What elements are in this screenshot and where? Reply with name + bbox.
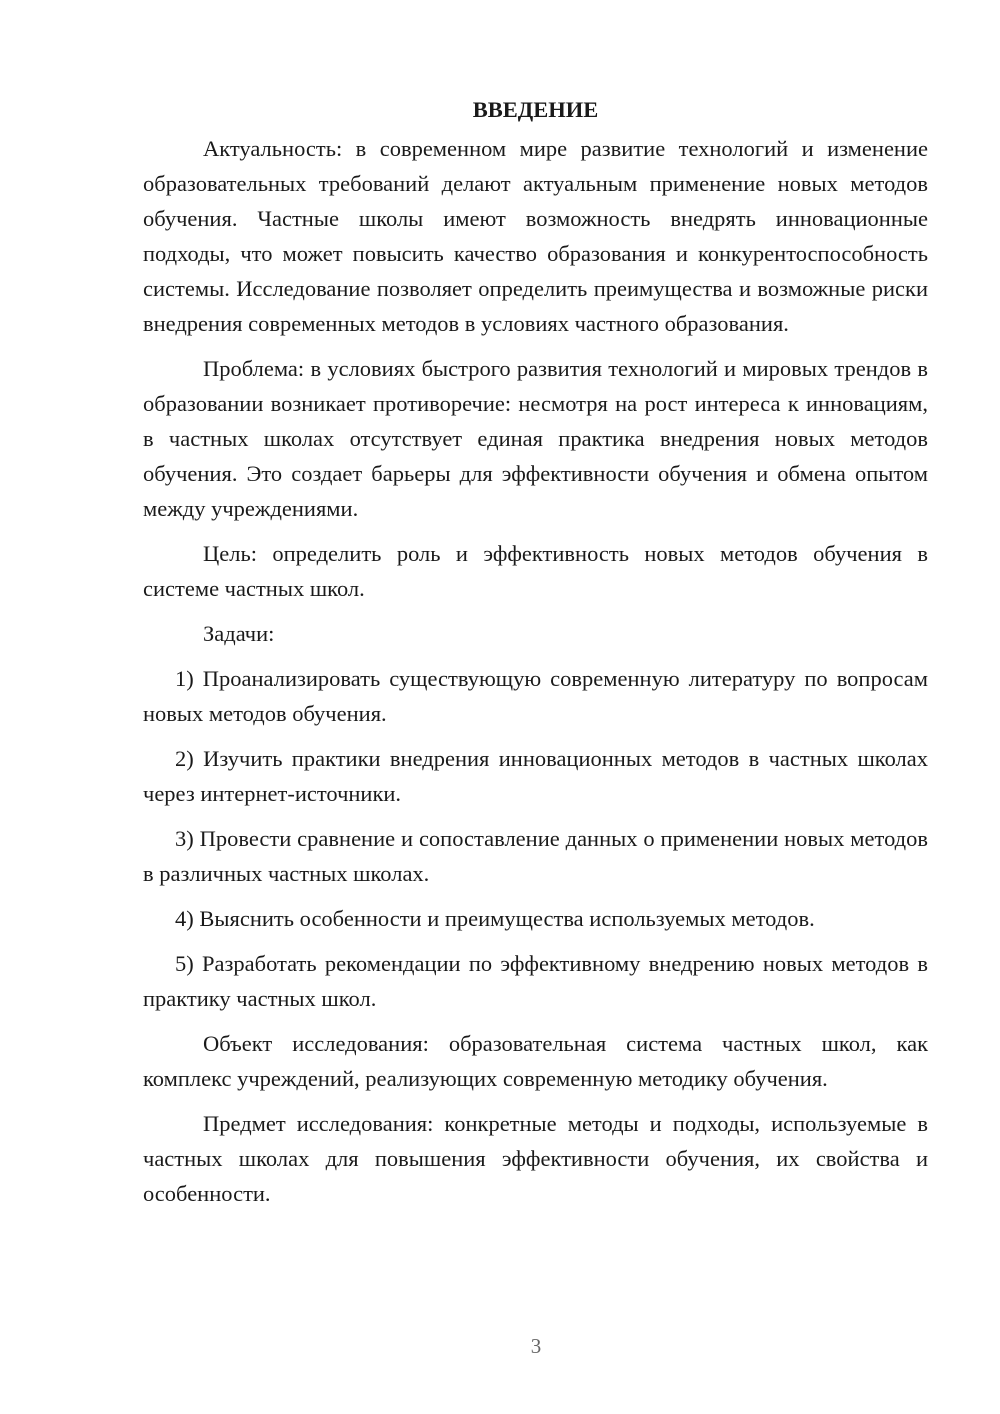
task-item-4: 4) Выяснить особенности и преимущества используемых методов. (175, 906, 815, 931)
task-item-1: 1) Проанализировать существующую современную литературу по вопросам новых методов обучения. (143, 666, 928, 726)
task-item-2: 2) Изучить практики внедрения инновационных методов в частных школах через интернет-источники. (143, 746, 928, 806)
relevance-paragraph: Актуальность: в современном мире развитие технологий и изменение образовательных требований делают актуальным применение новых методов обучения. Частные школы имеют возможность внедрять инновационные подходы, что может повысить качество образования и конкурентоспособность системы. Исследование позволяет определить преимущества и возможные риски внедрения современных методов в условиях частного образования. (143, 136, 928, 336)
tasks-label: Задачи: (203, 621, 275, 646)
problem-paragraph: Проблема: в условиях быстрого развития технологий и мировых трендов в образовании возникает противоречие: несмотря на рост интереса к инновациям, в частных школах отсутствует единая практика внедрения новых методов обучения. Это создает барьеры для эффективности обучения и обмена опытом между учреждениями. (143, 356, 928, 521)
page-content (143, 92, 928, 1211)
goal-paragraph: Цель: определить роль и эффективность новых методов обучения в системе частных школ. (143, 541, 928, 601)
subject-paragraph: Предмет исследования: конкретные методы и подходы, используемые в частных школах для повышения эффективности обучения, их свойства и особенности. (143, 1111, 928, 1206)
section-heading: ВВЕДЕНИЕ (472, 97, 599, 122)
object-paragraph: Объект исследования: образовательная система частных школ, как комплекс учреждений, реализующих современную методику обучения. (143, 1031, 928, 1091)
page-number: 3 (530, 1334, 542, 1358)
task-item-3: 3) Провести сравнение и сопоставление данных о применении новых методов в различных частных школах. (143, 826, 928, 886)
task-item-5: 5) Разработать рекомендации по эффективному внедрению новых методов в практику частных школ. (143, 951, 928, 1011)
